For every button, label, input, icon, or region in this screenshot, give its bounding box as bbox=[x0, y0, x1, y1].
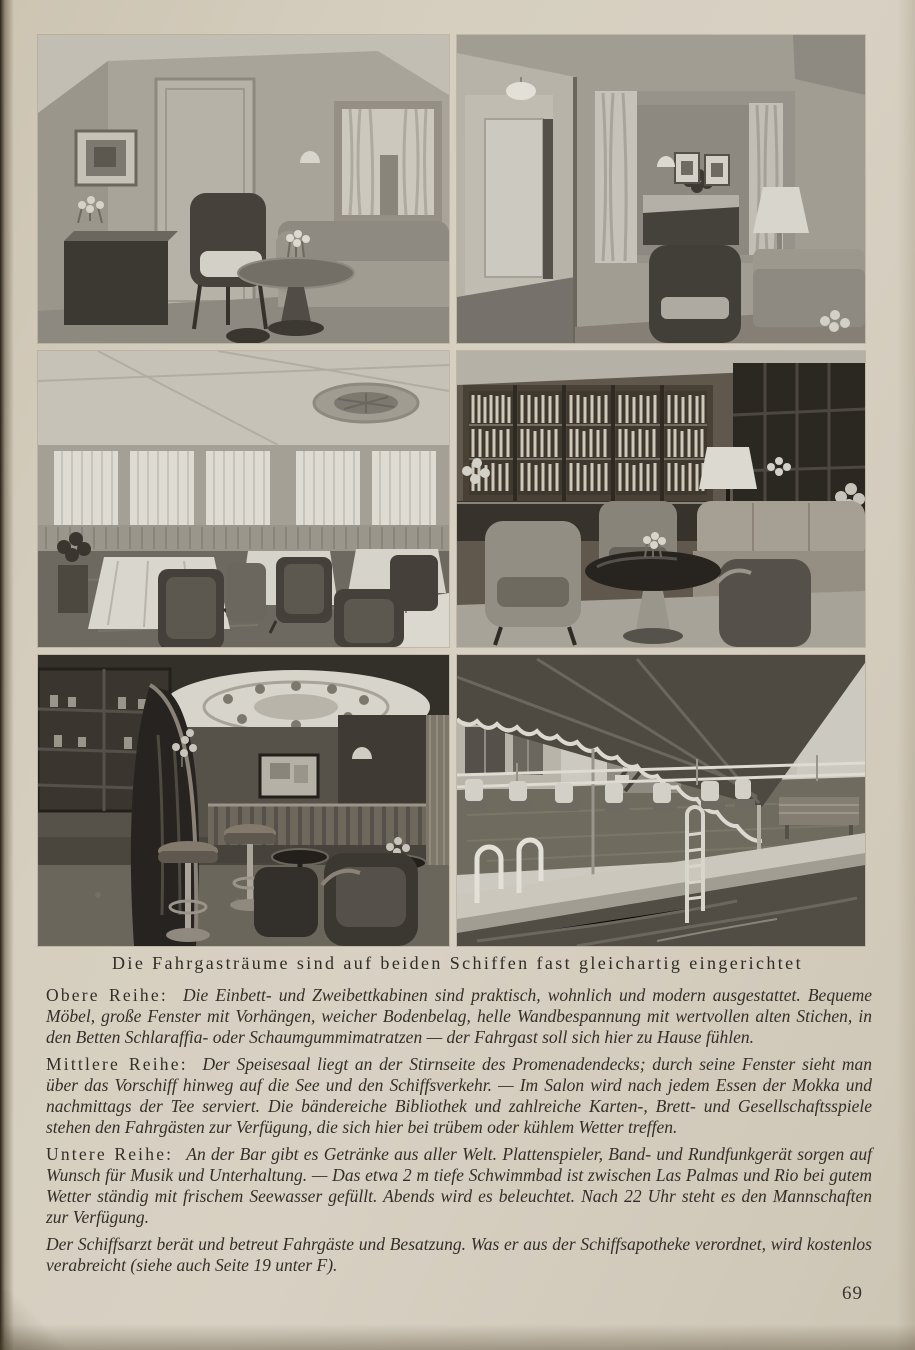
paragraph-untere-reihe bbox=[46, 1144, 872, 1228]
photo-pool-deck bbox=[457, 655, 865, 946]
paragraph-obere-reihe bbox=[46, 985, 872, 1048]
paragraph-label-mittlere-reihe: Mittlere Reihe: bbox=[46, 1054, 188, 1074]
photo-dining-room bbox=[38, 351, 449, 647]
paragraph-label-untere-reihe: Untere Reihe: bbox=[46, 1144, 174, 1164]
paragraph-text-untere-reihe: An der Bar gibt es Getränke aus aller Welt. Plattenspieler, Band- und Rundfunkgerät sorgen auf Wunsch für Musik und Unterhaltung. — Das etwa 2 m tiefe Schwimmbad ist zwischen Las Palmas und Rio bei gutem Wetter ständig mit frischem Seewasser gefüllt. Abends wird es beleuchtet. Nach 22 Uhr steht es den Mannschaften zur Verfügung. bbox=[46, 1144, 872, 1227]
photo-dining-room-art bbox=[38, 351, 449, 647]
paragraph-mittlere-reihe bbox=[46, 1054, 872, 1138]
photo-bar-art bbox=[38, 655, 449, 946]
photo-library-salon-art bbox=[457, 351, 865, 647]
paragraph-text-obere-reihe: Die Einbett- und Zweibettkabinen sind praktisch, wohnlich und modern ausgestattet. Bequeme Möbel, große Fenster mit Vorhängen, weicher Bodenbelag, helle Wandbespannung mit wertvollen alten Stichen, in den Betten Schlaraffia- oder Schaumgummimatratzen — der Fahrgast soll sich hier zu Hause fühlen. bbox=[46, 985, 872, 1047]
photo-pool-deck-art bbox=[457, 655, 865, 946]
page-right-edge-shadow bbox=[897, 0, 915, 1350]
photo-cabin-corridor-art bbox=[457, 35, 865, 343]
photo-cabin-sitting-room bbox=[38, 35, 449, 343]
photo-cabin-sitting-room-art bbox=[38, 35, 449, 343]
body-text bbox=[46, 985, 872, 1282]
page-bottom-shadow bbox=[0, 1324, 915, 1350]
paragraph-schiffsarzt bbox=[46, 1234, 872, 1276]
photo-library-salon bbox=[457, 351, 865, 647]
photo-cabin-corridor bbox=[457, 35, 865, 343]
paragraph-text-mittlere-reihe: Der Speisesaal liegt an der Stirnseite des Promenadendecks; durch seine Fenster sieht man über das Vorschiff hinweg auf die See und den Schiffsverkehr. — Im Salon wird nach jedem Essen der Mokka und nachmittags der Tee serviert. Die bändereiche Bibliothek und zahlreiche Karten-, Brett- und Gesellschaftsspiele stehen den Fahrgästen zur Verfügung, die sich hier bei trübem oder kühlem Wetter treffen. bbox=[46, 1054, 873, 1137]
paragraph-label-obere-reihe: Obere Reihe: bbox=[46, 985, 168, 1005]
page-gutter-shadow bbox=[0, 0, 14, 1350]
page-number: 69 bbox=[842, 1283, 863, 1304]
page-heading: Die Fahrgasträume sind auf beiden Schiffen fast gleichartig eingerichtet bbox=[112, 953, 803, 973]
photo-bar bbox=[38, 655, 449, 946]
paragraph-text-schiffsarzt: Der Schiffsarzt berät und betreut Fahrgäste und Besatzung. Was er aus der Schiffsapotheke verordnet, wird kostenlos verabreicht (siehe auch Seite 19 unter F). bbox=[46, 1234, 872, 1275]
